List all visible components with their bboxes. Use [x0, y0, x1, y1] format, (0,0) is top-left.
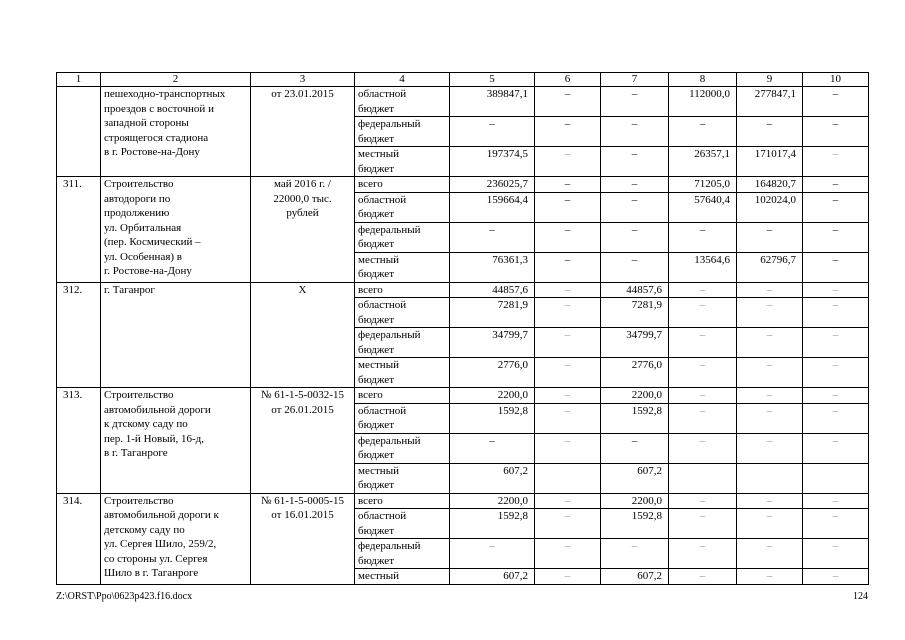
amount-cell: – — [601, 539, 669, 569]
funding-source-cell — [355, 87, 450, 117]
amount-cell: – — [535, 87, 601, 117]
amount-cell: 1592,8 — [450, 509, 535, 539]
amount-cell: 2200,0 — [601, 388, 669, 404]
funding-source-line: областной — [358, 404, 407, 417]
column-header: 3 — [251, 73, 355, 87]
column-header: 6 — [535, 73, 601, 87]
table-row — [57, 493, 869, 509]
amount-cell: – — [803, 493, 869, 509]
funding-source-line: местный — [358, 359, 399, 371]
funding-source-line: бюджет — [358, 208, 394, 220]
amount-cell: 102024,0 — [737, 192, 803, 222]
funding-source-line: всего — [358, 494, 383, 507]
amount-cell: – — [737, 388, 803, 404]
funding-source-line: бюджет — [358, 102, 394, 115]
description-line: автомобильной дороги — [104, 403, 211, 416]
funding-source-line: федеральный — [358, 118, 421, 130]
amount-cell: 2776,0 — [601, 358, 669, 388]
funding-source-cell — [355, 117, 450, 147]
document-line: 22000,0 тыс. — [273, 192, 332, 205]
amount-cell: – — [535, 388, 601, 404]
amount-cell: 2200,0 — [450, 493, 535, 509]
funding-source-line: федеральный — [358, 540, 421, 552]
page-number: 124 — [853, 591, 868, 602]
description-line: со стороны ул. Сергея — [104, 552, 208, 565]
table-row — [57, 282, 869, 298]
funding-source-line: областной — [358, 193, 407, 206]
funding-source-cell — [355, 403, 450, 433]
description-line: Строительство — [104, 389, 174, 401]
funding-source-line: областной — [358, 299, 407, 311]
amount-cell: – — [450, 539, 535, 569]
table-header-row — [57, 73, 869, 87]
amount-cell: – — [803, 177, 869, 193]
amount-cell: – — [669, 117, 737, 147]
funding-source-line: бюджет — [358, 524, 394, 537]
amount-cell: – — [535, 177, 601, 193]
funding-source-cell — [355, 569, 450, 585]
funding-source-line: местный — [358, 570, 399, 582]
amount-cell: – — [535, 117, 601, 147]
description-line: Строительство — [104, 494, 174, 507]
amount-cell: – — [535, 493, 601, 509]
amount-cell: 277847,1 — [737, 87, 803, 117]
amount-cell: – — [803, 433, 869, 463]
amount-cell: – — [803, 298, 869, 328]
amount-cell: – — [737, 509, 803, 539]
amount-cell — [803, 463, 869, 493]
funding-source-cell — [355, 147, 450, 177]
amount-cell: – — [535, 569, 601, 585]
amount-cell: – — [803, 117, 869, 147]
funding-source-line: бюджет — [358, 449, 394, 461]
funding-source-line: бюджет — [358, 554, 394, 567]
amount-cell: 44857,6 — [450, 282, 535, 298]
amount-cell: 607,2 — [450, 569, 535, 585]
amount-cell: – — [535, 539, 601, 569]
amount-cell: – — [669, 509, 737, 539]
funding-source-line: бюджет — [358, 268, 394, 280]
column-header: 7 — [601, 73, 669, 87]
description-line: г. Таганрог — [104, 283, 155, 296]
funding-source-cell — [355, 509, 450, 539]
amount-cell — [535, 463, 601, 493]
document-cell — [251, 282, 355, 388]
amount-cell: – — [737, 403, 803, 433]
funding-source-line: федеральный — [358, 434, 421, 447]
object-description-cell — [101, 87, 251, 177]
amount-cell — [737, 463, 803, 493]
funding-source-line: всего — [358, 283, 383, 296]
document-line: от 23.01.2015 — [271, 88, 334, 100]
item-number-cell — [57, 87, 101, 177]
description-line: пер. 1-й Новый, 16-д, — [104, 432, 204, 445]
amount-cell: – — [601, 222, 669, 252]
amount-cell: 2200,0 — [450, 388, 535, 404]
amount-cell: – — [803, 147, 869, 177]
amount-cell: 2776,0 — [450, 358, 535, 388]
document-cell — [251, 87, 355, 177]
table-row — [57, 177, 869, 193]
funding-source-line: всего — [358, 178, 383, 190]
column-header: 8 — [669, 73, 737, 87]
object-description-cell — [101, 388, 251, 494]
item-number-cell: 314. — [57, 493, 101, 584]
description-line: автомобильной дороги к — [104, 509, 219, 521]
amount-cell: – — [669, 493, 737, 509]
description-line: в г. Ростове-на-Дону — [104, 146, 200, 158]
funding-source-line: областной — [358, 510, 407, 522]
funding-source-cell — [355, 493, 450, 509]
amount-cell: – — [803, 358, 869, 388]
amount-cell: – — [737, 433, 803, 463]
funding-source-line: бюджет — [358, 313, 394, 326]
funding-source-line: бюджет — [358, 162, 394, 175]
item-number-cell: 312. — [57, 282, 101, 388]
funding-source-line: федеральный — [358, 223, 421, 236]
funding-source-cell — [355, 433, 450, 463]
amount-cell: – — [669, 433, 737, 463]
amount-cell: – — [669, 328, 737, 358]
amount-cell: 389847,1 — [450, 87, 535, 117]
file-path: Z:\ORST\Ppo\0623p423.f16.docx — [56, 591, 193, 602]
document-line: № 61-1-5-0032-15 — [261, 389, 344, 401]
amount-cell: – — [669, 222, 737, 252]
column-header: 10 — [803, 73, 869, 87]
amount-cell: – — [737, 539, 803, 569]
amount-cell: – — [535, 403, 601, 433]
funding-source-cell — [355, 282, 450, 298]
amount-cell: – — [601, 433, 669, 463]
amount-cell: – — [803, 509, 869, 539]
object-description-cell — [101, 177, 251, 283]
funding-source-line: местный — [358, 253, 399, 266]
amount-cell: – — [737, 569, 803, 585]
amount-cell: – — [535, 298, 601, 328]
amount-cell — [669, 463, 737, 493]
amount-cell: 159664,4 — [450, 192, 535, 222]
description-line: продолжению — [104, 207, 170, 219]
amount-cell: 44857,6 — [601, 282, 669, 298]
funding-source-line: местный — [358, 464, 399, 477]
document-line: Х — [298, 283, 307, 296]
document-cell — [251, 493, 355, 584]
amount-cell: – — [803, 539, 869, 569]
description-line: западной стороны — [104, 117, 189, 129]
amount-cell: – — [450, 433, 535, 463]
amount-cell: 26357,1 — [669, 147, 737, 177]
amount-cell: 112000,0 — [669, 87, 737, 117]
amount-cell: – — [737, 298, 803, 328]
description-line: в г. Таганроге — [104, 447, 168, 459]
funding-source-cell — [355, 252, 450, 282]
amount-cell: – — [601, 177, 669, 193]
amount-cell: – — [803, 328, 869, 358]
amount-cell: – — [669, 539, 737, 569]
description-line: Строительство — [104, 178, 174, 190]
amount-cell: 607,2 — [601, 463, 669, 493]
document-cell — [251, 177, 355, 283]
amount-cell: – — [535, 433, 601, 463]
amount-cell: – — [803, 569, 869, 585]
description-line: г. Ростове-на-Дону — [104, 265, 192, 277]
funding-source-cell — [355, 539, 450, 569]
column-header: 9 — [737, 73, 803, 87]
amount-cell: 607,2 — [601, 569, 669, 585]
description-line: строящегося стадиона — [104, 131, 209, 144]
amount-cell: – — [601, 87, 669, 117]
amount-cell: 171017,4 — [737, 147, 803, 177]
funding-source-line: всего — [358, 389, 383, 401]
funding-source-line: бюджет — [358, 343, 394, 356]
item-number-cell: 311. — [57, 177, 101, 283]
amount-cell: 62796,7 — [737, 252, 803, 282]
amount-cell: – — [535, 192, 601, 222]
amount-cell: 1592,8 — [450, 403, 535, 433]
funding-source-cell — [355, 177, 450, 193]
funding-source-line: областной — [358, 88, 407, 100]
document-line: от 16.01.2015 — [271, 509, 334, 521]
amount-cell: – — [535, 252, 601, 282]
amount-cell: – — [737, 117, 803, 147]
amount-cell: – — [601, 117, 669, 147]
amount-cell: – — [535, 147, 601, 177]
funding-source-line: бюджет — [358, 238, 394, 250]
funding-source-cell — [355, 192, 450, 222]
funding-source-line: бюджет — [358, 479, 394, 491]
table-body — [57, 87, 869, 585]
funding-source-cell — [355, 328, 450, 358]
document-line: рублей — [286, 207, 319, 219]
document-line: от 26.01.2015 — [271, 403, 334, 416]
amount-cell: – — [601, 252, 669, 282]
funding-source-line: федеральный — [358, 329, 421, 341]
object-description-cell — [101, 282, 251, 388]
amount-cell: – — [737, 493, 803, 509]
amount-cell: – — [535, 282, 601, 298]
amount-cell: 1592,8 — [601, 509, 669, 539]
description-line: ул. Сергея Шило, 259/2, — [104, 538, 217, 550]
funding-source-cell — [355, 358, 450, 388]
amount-cell: 7281,9 — [601, 298, 669, 328]
column-header: 4 — [355, 73, 450, 87]
funding-source-line: бюджет — [358, 132, 394, 145]
amount-cell: 13564,6 — [669, 252, 737, 282]
amount-cell: 607,2 — [450, 463, 535, 493]
amount-cell: – — [803, 222, 869, 252]
document-line: май 2016 г. / — [274, 178, 331, 190]
amount-cell: 57640,4 — [669, 192, 737, 222]
description-line: к дтcкому саду по — [104, 418, 188, 430]
description-line: ул. Орбитальная — [104, 221, 182, 234]
amount-cell: 164820,7 — [737, 177, 803, 193]
table-row — [57, 87, 869, 117]
amount-cell: – — [669, 358, 737, 388]
amount-cell: – — [450, 117, 535, 147]
amount-cell: 76361,3 — [450, 252, 535, 282]
amount-cell: – — [803, 282, 869, 298]
amount-cell: – — [669, 388, 737, 404]
column-header: 5 — [450, 73, 535, 87]
amount-cell: – — [669, 282, 737, 298]
amount-cell: 34799,7 — [601, 328, 669, 358]
column-header: 2 — [101, 73, 251, 87]
budget-table — [56, 72, 869, 585]
amount-cell: – — [803, 252, 869, 282]
amount-cell: – — [601, 192, 669, 222]
column-header: 1 — [57, 73, 101, 87]
funding-source-cell — [355, 388, 450, 404]
amount-cell: – — [535, 328, 601, 358]
amount-cell: – — [737, 282, 803, 298]
amount-cell: – — [803, 403, 869, 433]
amount-cell: – — [737, 328, 803, 358]
amount-cell: – — [535, 358, 601, 388]
amount-cell: 7281,9 — [450, 298, 535, 328]
amount-cell: – — [535, 222, 601, 252]
description-line: (пер. Космический – — [104, 236, 201, 248]
amount-cell: – — [535, 509, 601, 539]
object-description-cell — [101, 493, 251, 584]
document-cell — [251, 388, 355, 494]
amount-cell: – — [669, 569, 737, 585]
amount-cell: – — [601, 147, 669, 177]
amount-cell: – — [803, 192, 869, 222]
amount-cell: – — [803, 388, 869, 404]
funding-source-cell — [355, 463, 450, 493]
description-line: автодороги по — [104, 192, 171, 205]
amount-cell: – — [669, 403, 737, 433]
amount-cell: – — [450, 222, 535, 252]
funding-source-cell — [355, 298, 450, 328]
description-line: Шило в г. Таганроге — [104, 567, 199, 579]
amount-cell: 197374,5 — [450, 147, 535, 177]
funding-source-line: бюджет — [358, 373, 394, 386]
document-line: № 61-1-5-0005-15 — [261, 494, 344, 507]
amount-cell: 2200,0 — [601, 493, 669, 509]
amount-cell: – — [737, 358, 803, 388]
item-number-cell: 313. — [57, 388, 101, 494]
amount-cell: 71205,0 — [669, 177, 737, 193]
table-row — [57, 388, 869, 404]
description-line: проездов с восточной и — [104, 102, 214, 115]
amount-cell: 1592,8 — [601, 403, 669, 433]
description-line: ул. Особенная) в — [104, 250, 182, 263]
amount-cell: – — [737, 222, 803, 252]
amount-cell: – — [669, 298, 737, 328]
amount-cell: 236025,7 — [450, 177, 535, 193]
funding-source-line: местный — [358, 148, 399, 160]
description-line: пешеходно-транспортных — [104, 88, 226, 100]
amount-cell: – — [803, 87, 869, 117]
description-line: детскому саду по — [104, 523, 185, 536]
amount-cell: 34799,7 — [450, 328, 535, 358]
funding-source-line: бюджет — [358, 419, 394, 431]
funding-source-cell — [355, 222, 450, 252]
